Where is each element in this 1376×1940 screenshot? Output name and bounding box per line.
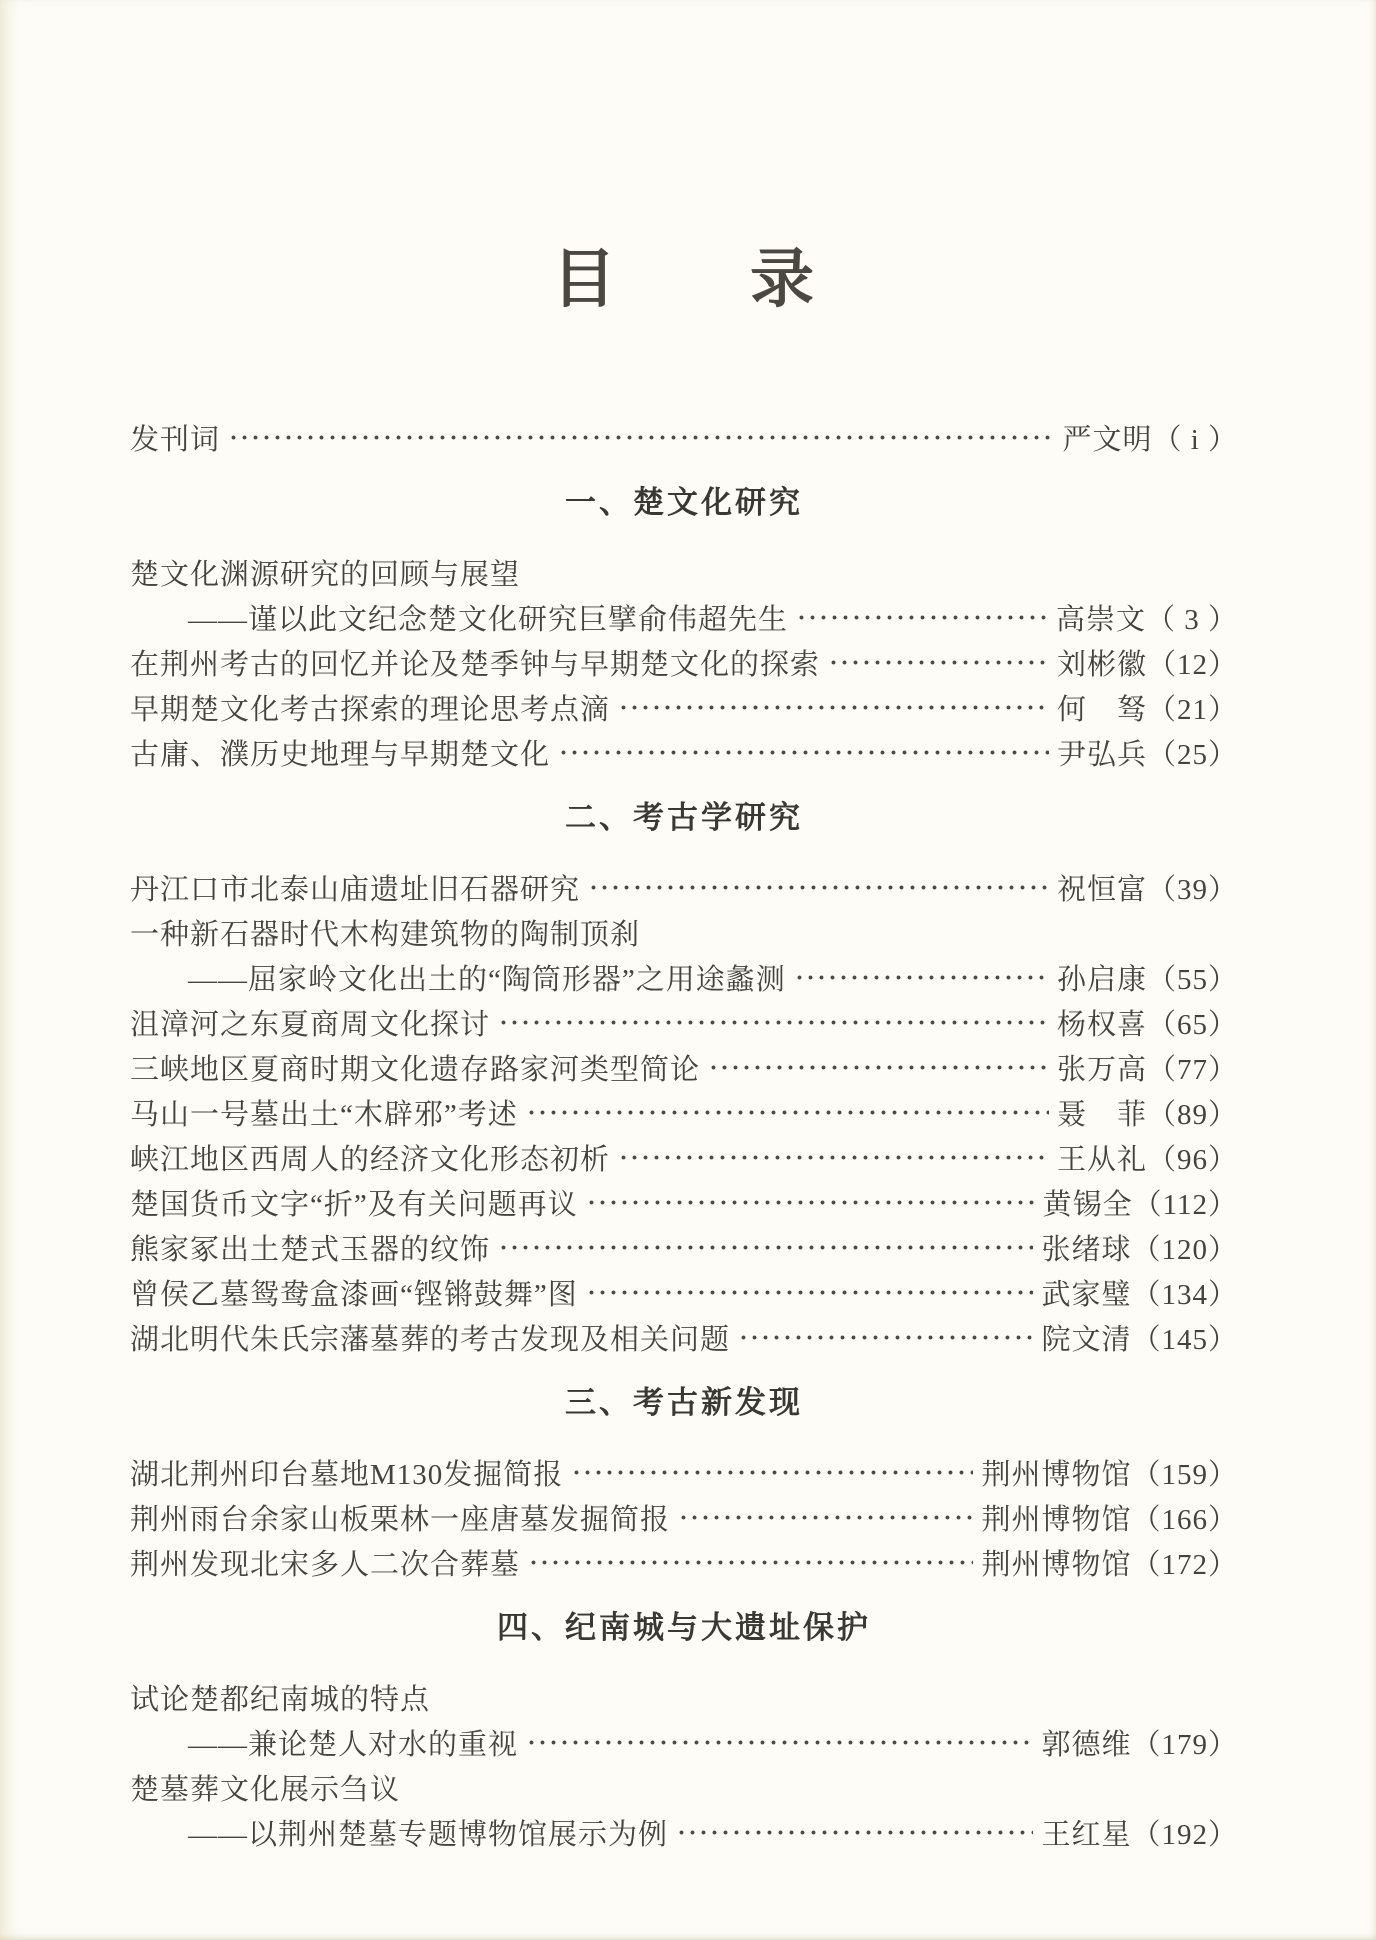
section-heading: 二、考古学研究 — [565, 800, 803, 835]
toc-entry-ref: 郭德维（179） — [1041, 1729, 1238, 1761]
toc-entry-ref: 院文清（145） — [1041, 1324, 1238, 1356]
toc-entry — [130, 1540, 1238, 1585]
toc-entry-title: 荆州发现北宋多人二次合葬墓 — [130, 1549, 521, 1581]
toc-entry — [130, 730, 1238, 775]
toc-entry-title: 曾侯乙墓鸳鸯盒漆画“铿锵鼓舞”图 — [130, 1279, 578, 1311]
toc-entry-title: 发刊词 — [130, 424, 221, 456]
toc-entry — [130, 685, 1238, 730]
section-heading: 一、楚文化研究 — [565, 485, 803, 520]
dot-leader — [794, 595, 1048, 640]
toc-entry-ref: 张万高（77） — [1056, 1054, 1238, 1086]
toc-entry-ref: 张绪球（120） — [1041, 1234, 1238, 1266]
toc-entry-ref: 严文明（ i ） — [1062, 424, 1238, 456]
toc-entry-subtitle — [130, 1810, 1238, 1855]
toc-entry — [130, 1315, 1238, 1360]
dot-leader — [736, 1315, 1033, 1360]
toc-entry — [130, 1090, 1238, 1135]
toc-entry-title: 在荆州考古的回忆并论及楚季钟与早期楚文化的探索 — [130, 649, 821, 681]
toc-entry-ref: 高崇文（ 3 ） — [1055, 604, 1238, 636]
dot-leader — [496, 1000, 1049, 1045]
toc-entry-ref: 黄锡全（112） — [1042, 1189, 1238, 1221]
dot-leader — [226, 415, 1054, 460]
toc-entry — [130, 910, 1238, 955]
toc-entry-title: 湖北荆州印台墓地M130发掘简报 — [130, 1459, 564, 1491]
dot-leader — [526, 1540, 973, 1585]
toc-entry-ref: 尹弘兵（25） — [1056, 739, 1238, 771]
toc-entry-ref: 王红星（192） — [1041, 1819, 1238, 1851]
dot-leader — [792, 955, 1049, 1000]
dot-leader — [616, 685, 1049, 730]
toc-entry-ref: 荆州博物馆（159） — [981, 1459, 1238, 1491]
toc-entry-title: 湖北明代朱氏宗藩墓葬的考古发现及相关问题 — [130, 1324, 731, 1356]
dot-leader — [586, 865, 1049, 910]
toc-entry-title: 楚墓葬文化展示刍议 — [130, 1774, 401, 1806]
toc-entry — [130, 1135, 1238, 1180]
toc-entry-ref: 聂 菲（89） — [1056, 1099, 1238, 1131]
toc-entry — [130, 865, 1238, 910]
toc-entry — [130, 415, 1238, 460]
toc-entry-subtitle — [130, 595, 1238, 640]
toc-entry-subtitle — [130, 1720, 1238, 1765]
toc-entry-ref: 何 驽（21） — [1056, 694, 1238, 726]
toc-entry — [130, 1495, 1238, 1540]
toc-entry-title: 一种新石器时代木构建筑物的陶制顶刹 — [130, 919, 641, 951]
dot-leader — [569, 1450, 973, 1495]
toc-entry — [130, 640, 1238, 685]
dot-leader — [496, 1225, 1033, 1270]
toc-entry — [130, 1765, 1238, 1810]
dot-leader — [674, 1810, 1033, 1855]
toc-entry-title: 三峡地区夏商时期文化遗存路家河类型简论 — [130, 1054, 701, 1086]
toc-entry-ref: 杨权喜（65） — [1056, 1009, 1238, 1041]
dot-leader — [524, 1720, 1033, 1765]
toc-entry-title: 楚国货币文字“折”及有关问题再议 — [130, 1189, 578, 1221]
toc-entry — [130, 1180, 1238, 1225]
toc-entry-title: 熊家冢出土楚式玉器的纹饰 — [130, 1234, 491, 1266]
toc-entry — [130, 1045, 1238, 1090]
section-heading: 三、考古新发现 — [565, 1385, 803, 1420]
toc-entry-ref: 荆州博物馆（166） — [981, 1504, 1238, 1536]
dot-leader — [556, 730, 1049, 775]
dot-leader — [706, 1045, 1049, 1090]
toc-entry-title: ——屈家岭文化出土的“陶筒形器”之用途蠡测 — [188, 964, 786, 996]
toc-entry — [130, 1270, 1238, 1315]
toc-entry — [130, 1000, 1238, 1045]
toc-entry-ref: 刘彬徽（12） — [1056, 649, 1238, 681]
toc-entry — [130, 1225, 1238, 1270]
page-title: 目 录 — [552, 244, 816, 315]
dot-leader — [524, 1090, 1049, 1135]
toc-entry-title: ——谨以此文纪念楚文化研究巨擘俞伟超先生 — [188, 604, 789, 636]
toc-entry-title: 峡江地区西周人的经济文化形态初析 — [130, 1144, 611, 1176]
toc-entry-ref: 孙启康（55） — [1056, 964, 1238, 996]
dot-leader — [584, 1180, 1035, 1225]
toc-entry-subtitle — [130, 955, 1238, 1000]
toc-entry-title: 早期楚文化考古探索的理论思考点滴 — [130, 694, 611, 726]
section-heading: 四、纪南城与大遗址保护 — [497, 1610, 871, 1645]
dot-leader — [676, 1495, 973, 1540]
toc-entry — [130, 550, 1238, 595]
toc-entry-title: 楚文化渊源研究的回顾与展望 — [130, 559, 521, 591]
dot-leader — [826, 640, 1049, 685]
toc-entry-title: ——以荆州楚墓专题博物馆展示为例 — [188, 1819, 669, 1851]
toc-entry-ref: 荆州博物馆（172） — [981, 1549, 1238, 1581]
toc-entry-title: 丹江口市北泰山庙遗址旧石器研究 — [130, 874, 581, 906]
toc-entry — [130, 1450, 1238, 1495]
toc-entry-title: 马山一号墓出土“木辟邪”考述 — [130, 1099, 518, 1131]
dot-leader — [616, 1135, 1049, 1180]
toc-entry-title: 古庸、濮历史地理与早期楚文化 — [130, 739, 551, 771]
toc-entry-title: 沮漳河之东夏商周文化探讨 — [130, 1009, 491, 1041]
toc-entry-ref: 王从礼（96） — [1056, 1144, 1238, 1176]
toc-entry-ref: 祝恒富（39） — [1056, 874, 1238, 906]
toc-entry-title: 试论楚都纪南城的特点 — [130, 1684, 431, 1716]
toc-entry-title: 荆州雨台余家山板栗林一座唐墓发掘简报 — [130, 1504, 671, 1536]
dot-leader — [584, 1270, 1034, 1315]
toc-entry-ref: 武家璧（134） — [1041, 1279, 1238, 1311]
toc-entry — [130, 1675, 1238, 1720]
toc-entry-title: ——兼论楚人对水的重视 — [188, 1729, 519, 1761]
